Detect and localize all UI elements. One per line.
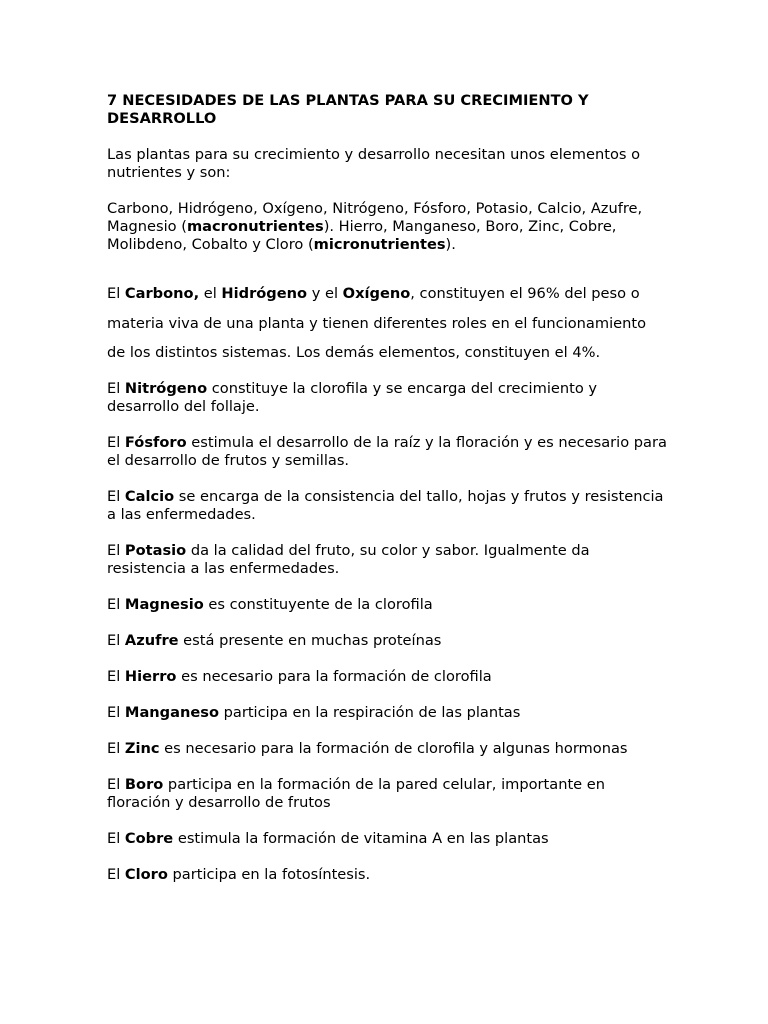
element-name: Calcio <box>124 487 175 505</box>
paragraph-text: es necesario para la formación de clorofila <box>176 667 492 685</box>
paragraph-text: estimula la formación de vitamina A en las plantas <box>173 829 549 847</box>
paragraph-text: es necesario para la formación de clorofila y algunas hormonas <box>159 739 628 757</box>
cho-word-3: y el <box>307 285 343 302</box>
paragraph-text: da la calidad del fruto, su color y sabor. Igualmente da resistencia a las enfermedades. <box>107 541 590 577</box>
paragraph-prefix: El <box>107 775 125 793</box>
paragraph-nitrogeno <box>107 380 667 416</box>
paragraph-calcio <box>107 488 667 524</box>
paragraph-text: participa en la fotosíntesis. <box>167 865 371 883</box>
paragraph-manganeso <box>107 704 667 722</box>
paragraph-text: está presente en muchas proteínas <box>178 631 442 649</box>
element-name: Manganeso <box>124 703 219 721</box>
paragraph-text: es constituyente de la clorofila <box>203 595 433 613</box>
micronutrients-label: micronutrientes <box>313 236 446 253</box>
element-name: Zinc <box>124 739 160 757</box>
document-page <box>107 92 667 902</box>
paragraph-cobre <box>107 830 667 848</box>
paragraph-zinc <box>107 740 667 758</box>
macronutrients-label: macronutrientes <box>186 218 324 235</box>
paragraph-azufre <box>107 632 667 650</box>
paragraph-text: constituye la clorofila y se encarga del crecimiento y desarrollo del follaje. <box>107 379 598 415</box>
paragraph-boro <box>107 776 667 812</box>
hidrogeno-label: Hidrógeno <box>221 285 308 302</box>
cho-rest-text: , constituyen el 96% del peso o materia viva de una planta y tienen diferentes roles en el funcionamiento de los distintos sistemas. Los demás elementos, constituyen el 4%. <box>107 285 647 362</box>
paragraph-prefix: El <box>107 379 125 397</box>
paragraph-prefix: El <box>107 703 125 721</box>
paragraph-text: estimula el desarrollo de la raíz y la floración y es necesario para el desarrollo de frutos y semillas. <box>107 433 667 469</box>
paragraph-prefix: El <box>107 487 125 505</box>
element-name: Fósforo <box>124 433 187 451</box>
cho-paragraph <box>107 279 667 368</box>
carbono-label: Carbono, <box>124 285 200 302</box>
nutrients-list-paragraph <box>107 200 667 254</box>
element-name: Cobre <box>124 829 174 847</box>
paragraph-prefix: El <box>107 631 125 649</box>
macro-elements-text: Carbono, Hidrógeno, Oxígeno, Nitrógeno, Fósforo, Potasio, Calcio, Azufre, Magnesio ( <box>107 200 643 235</box>
element-name: Potasio <box>124 541 187 559</box>
paragraph-prefix: El <box>107 739 125 757</box>
paragraph-text: participa en la respiración de las plantas <box>218 703 521 721</box>
oxigeno-label: Oxígeno <box>342 285 411 302</box>
element-name: Hierro <box>124 667 177 685</box>
element-name: Azufre <box>124 631 179 649</box>
paragraph-hierro <box>107 668 667 686</box>
cho-word-2: el <box>199 285 222 302</box>
intro-paragraph: Las plantas para su crecimiento y desarrollo necesitan unos elementos o nutrientes y son: <box>107 146 641 181</box>
paragraph-text: participa en la formación de la pared celular, importante en floración y desarrollo de frutos <box>107 775 606 811</box>
element-name: Cloro <box>124 865 168 883</box>
element-name: Nitrógeno <box>124 379 208 397</box>
paragraph-text: se encarga de la consistencia del tallo, hojas y frutos y resistencia a las enfermedades. <box>107 487 664 523</box>
element-name: Magnesio <box>124 595 204 613</box>
paragraph-prefix: El <box>107 433 125 451</box>
micro-elements-text: ). Hierro, Manganeso, Boro, Zinc, Cobre, Molibdeno, Cobalto y Cloro ( <box>107 218 617 253</box>
paragraph-fosforo <box>107 434 667 470</box>
paragraph-prefix: El <box>107 541 125 559</box>
paragraph-magnesio <box>107 596 667 614</box>
cho-word-1: El <box>107 285 125 302</box>
document-title: 7 NECESIDADES DE LAS PLANTAS PARA SU CRECIMIENTO Y DESARROLLO <box>107 92 589 127</box>
paragraph-prefix: El <box>107 865 125 883</box>
paragraph-cloro <box>107 866 667 884</box>
paragraph-potasio <box>107 542 667 578</box>
paragraph-prefix: El <box>107 829 125 847</box>
element-name: Boro <box>124 775 164 793</box>
paragraph-prefix: El <box>107 667 125 685</box>
list-end-text: ). <box>445 236 456 253</box>
paragraph-prefix: El <box>107 595 125 613</box>
